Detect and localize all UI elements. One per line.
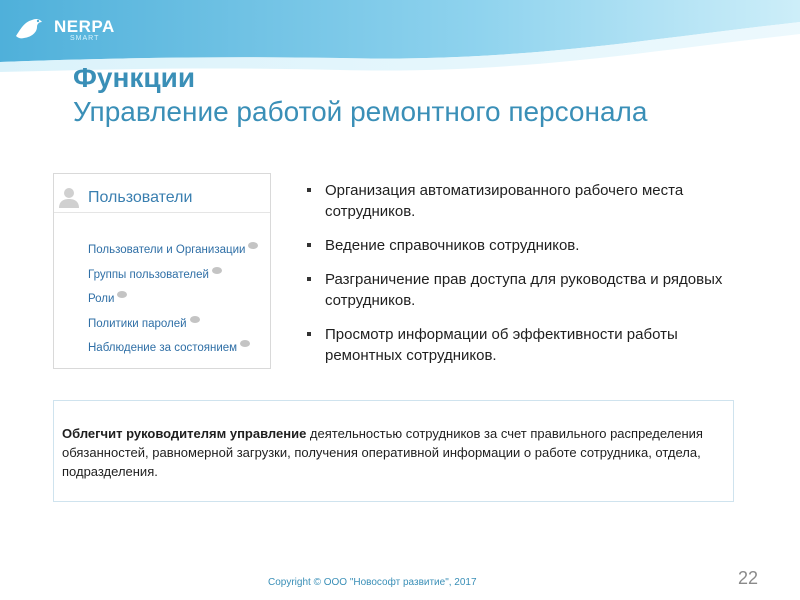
callout-text bbox=[62, 424, 722, 481]
menu-item-label: Наблюдение за состоянием bbox=[88, 342, 238, 355]
seal-icon bbox=[12, 12, 46, 42]
slide-subtitle: Управление работой ремонтного персонала bbox=[73, 96, 648, 127]
bullet-text: Просмотр информации об эффективности работы ремонтных сотрудников. bbox=[325, 326, 678, 364]
bullet-square-icon bbox=[307, 277, 311, 281]
nerpa-logo bbox=[10, 8, 115, 42]
page-number: 22 bbox=[738, 568, 759, 588]
menu-item-password-policies[interactable] bbox=[88, 312, 258, 337]
bullet-item bbox=[305, 324, 730, 366]
bullet-square-icon bbox=[307, 188, 311, 192]
panel-title: Пользователи bbox=[88, 189, 193, 206]
logo-subtext: SMART bbox=[70, 35, 100, 42]
users-menu bbox=[88, 238, 258, 361]
menu-item-label: Группы пользователей bbox=[88, 268, 209, 281]
bullet-text: Разграничение прав доступа для руководства и рядовых сотрудников. bbox=[325, 271, 723, 309]
menu-item-label: Пользователи и Организации bbox=[88, 244, 246, 257]
users-panel bbox=[53, 173, 271, 369]
slide-title: Функции bbox=[73, 62, 196, 93]
menu-item-status-monitoring[interactable] bbox=[88, 336, 258, 361]
copyright: Copyright © ООО "Новософт развитие", 2017 bbox=[268, 577, 477, 588]
function-bullets bbox=[305, 180, 730, 379]
panel-header bbox=[54, 174, 270, 213]
help-icon[interactable] bbox=[190, 316, 200, 323]
menu-item-roles[interactable] bbox=[88, 287, 258, 312]
menu-item-label: Политики паролей bbox=[88, 317, 187, 330]
help-icon[interactable] bbox=[212, 267, 222, 274]
bullet-text: Ведение справочников сотрудников. bbox=[325, 237, 580, 254]
bullet-square-icon bbox=[307, 332, 311, 336]
menu-item-users-and-organizations[interactable] bbox=[88, 238, 258, 263]
help-icon[interactable] bbox=[117, 291, 127, 298]
summary-callout bbox=[53, 400, 734, 502]
help-icon[interactable] bbox=[240, 340, 250, 347]
bullet-square-icon bbox=[307, 243, 311, 247]
bullet-text: Организация автоматизированного рабочего места сотрудников. bbox=[325, 182, 684, 220]
logo-text: NERPA bbox=[54, 17, 115, 36]
menu-item-user-groups[interactable] bbox=[88, 263, 258, 288]
bullet-item bbox=[305, 269, 730, 311]
callout-bold-text: Облегчит руководителям управление bbox=[62, 426, 307, 441]
help-icon[interactable] bbox=[248, 242, 258, 249]
bullet-item bbox=[305, 180, 730, 222]
user-silhouette-icon bbox=[57, 185, 81, 209]
callout-body-text: деятельностью сотрудников за счет правильного распределения обязанностей, равномерной загрузки, получения оперативной информации о работе сотрудника, отдела, подразделения. bbox=[62, 426, 703, 479]
bullet-item bbox=[305, 235, 730, 256]
menu-item-label: Роли bbox=[88, 293, 115, 306]
